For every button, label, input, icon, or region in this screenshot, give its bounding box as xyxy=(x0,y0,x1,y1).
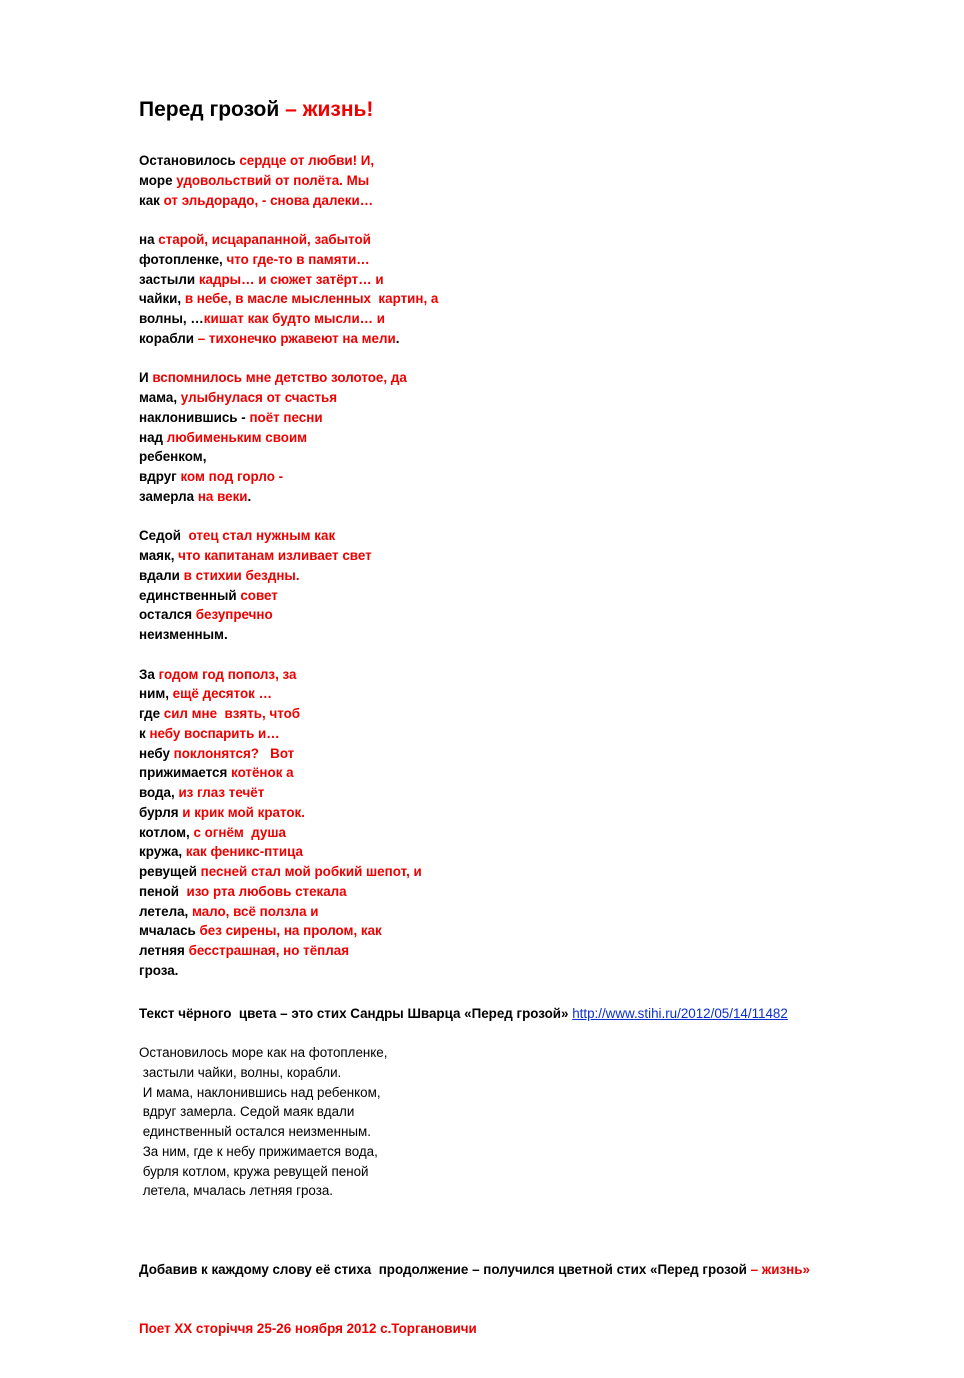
poem-black-text: наклонившись - xyxy=(139,409,250,425)
poem-black-text: волны, … xyxy=(139,311,204,326)
poem-black-text: бурля xyxy=(139,804,183,820)
poem-line xyxy=(139,230,438,250)
title-black: Перед грозой xyxy=(139,98,286,121)
poem-black-text: чайки, xyxy=(139,291,185,307)
poem-black-text: ревущей xyxy=(139,864,201,879)
poem-black-text: на xyxy=(139,232,159,247)
poem-line xyxy=(139,823,438,843)
poem-red-text: старой, исцарапанной, забытой xyxy=(158,232,371,247)
poem-red-text: с огнём душа xyxy=(193,824,286,840)
poem-red-text: в небе, в масле мысленных картин, а xyxy=(184,291,439,307)
original-poem xyxy=(139,1043,387,1201)
poem-line xyxy=(139,428,438,448)
poem-red-text: что где-то в памяти… xyxy=(226,251,370,267)
poem-line xyxy=(139,487,438,507)
poem-black-text: море xyxy=(139,172,177,188)
poem-red-text: безупречно xyxy=(195,607,273,623)
poem-red-text: из глаз течёт xyxy=(178,785,265,800)
poem-black-text: . xyxy=(395,330,400,346)
footer-line xyxy=(139,1260,810,1280)
poem-line xyxy=(139,625,438,645)
poem-red-text: вспомнилось мне детство золотое, да xyxy=(152,370,407,386)
poem-line xyxy=(139,566,438,586)
poem-line xyxy=(139,941,438,961)
poem-line xyxy=(139,744,438,764)
original-poem-line: бурля котлом, кружа ревущей пеной xyxy=(139,1163,369,1179)
source-link[interactable]: http://www.stihi.ru/2012/05/14/11482 xyxy=(572,1006,788,1021)
original-poem-line: вдруг замерла. Седой маяк вдали xyxy=(139,1104,355,1120)
poem-black-text: к xyxy=(139,725,150,741)
poem-line xyxy=(139,724,438,744)
poem-red-text: – тихонечко ржавеют на мели xyxy=(197,330,396,346)
poem-line xyxy=(139,368,438,388)
poem-black-text: гроза. xyxy=(139,962,179,978)
poem-line xyxy=(139,289,438,309)
poem-red-text: в стихии бездны. xyxy=(183,567,300,583)
poem-red-text: на веки xyxy=(197,488,248,504)
poem-line xyxy=(139,586,438,606)
poem-red-text: песней стал мой робкий шепот, и xyxy=(200,864,422,879)
poem-black-text: застыли xyxy=(139,271,199,287)
poem-black-text: кружа, xyxy=(139,844,186,860)
poem-black-text: Седой xyxy=(139,528,189,544)
poem-line xyxy=(139,921,438,941)
poem-line xyxy=(139,902,438,922)
poem-black-text: небу xyxy=(139,745,174,761)
poem-stanza-gap xyxy=(139,507,438,527)
poem-stanza-gap xyxy=(139,645,438,665)
poem-black-text: маяк, xyxy=(139,548,179,563)
colored-poem xyxy=(139,151,438,981)
poem-red-text: что капитанам изливает свет xyxy=(178,548,372,563)
poem-black-text: летела, xyxy=(139,903,192,919)
poem-black-text: И xyxy=(139,370,153,386)
poem-line xyxy=(139,467,438,487)
poem-red-text: мало, всё ползла и xyxy=(192,903,319,919)
poem-line xyxy=(139,704,438,724)
poem-black-text: котлом, xyxy=(139,824,194,840)
poem-black-text: как xyxy=(139,192,164,208)
poem-red-text: и крик мой краток. xyxy=(182,804,305,820)
poem-line xyxy=(139,546,438,566)
poem-line xyxy=(139,684,438,704)
original-poem-line: И мама, наклонившись над ребенком, xyxy=(139,1084,381,1100)
poem-black-text: мама, xyxy=(139,390,181,405)
poem-black-text: вода, xyxy=(139,785,179,800)
poem-black-text: над xyxy=(139,429,167,445)
poem-line xyxy=(139,961,438,981)
poem-black-text: мчалась xyxy=(139,923,200,939)
poem-red-text: небу воспарить и… xyxy=(149,725,280,741)
poem-line xyxy=(139,151,438,171)
poem-line xyxy=(139,783,438,803)
poem-red-text: удовольствий от полёта. Мы xyxy=(176,172,370,188)
poem-black-text: вдали xyxy=(139,567,184,583)
poem-line xyxy=(139,882,438,902)
poem-red-text: без сирены, на пролом, как xyxy=(199,923,382,939)
poem-line xyxy=(139,309,438,329)
poem-red-text: сердце от любви! И, xyxy=(239,153,375,168)
poem-black-text: где xyxy=(139,706,164,721)
poem-line xyxy=(139,447,438,467)
poem-red-text: кадры… и сюжет затёрт… и xyxy=(198,271,384,287)
poem-line xyxy=(139,191,438,211)
poem-black-text: прижимается xyxy=(139,765,232,781)
poem-line xyxy=(139,803,438,823)
title-red: – жизнь! xyxy=(285,98,374,121)
poem-line xyxy=(139,526,438,546)
poem-red-text: поёт песни xyxy=(249,409,323,425)
poem-red-text: сил мне взять, чтоб xyxy=(163,706,301,721)
poem-red-text: кишат как будто мысли… и xyxy=(203,311,386,326)
poem-line xyxy=(139,763,438,783)
poem-red-text: совет xyxy=(240,587,278,603)
poem-black-text: пеной xyxy=(139,883,187,899)
original-poem-line: летела, мчалась летняя гроза. xyxy=(139,1183,334,1199)
original-poem-line: единственный остался неизменным. xyxy=(139,1124,371,1139)
poem-red-text: годом год пополз, за xyxy=(158,666,297,682)
poem-black-text: . xyxy=(247,488,252,504)
poem-line xyxy=(139,605,438,625)
poem-black-text: замерла xyxy=(139,488,198,504)
poem-red-text: бесстрашная, но тёплая xyxy=(188,943,350,958)
poem-black-text: вдруг xyxy=(139,469,181,484)
poem-line xyxy=(139,665,438,685)
poem-red-text: как феникс-птица xyxy=(185,844,303,860)
poem-line xyxy=(139,388,438,408)
poem-line xyxy=(139,250,438,270)
original-poem-line: застыли чайки, волны, корабли. xyxy=(139,1064,342,1080)
poem-red-text: от эльдорадо, - снова далеки… xyxy=(163,192,374,208)
poem-line xyxy=(139,862,438,882)
signature: Поет ХХ сторіччя 25-26 ноября 2012 с.Торгановичи xyxy=(139,1320,477,1336)
poem-red-text: изо рта любовь стекала xyxy=(186,883,347,899)
poem-black-text: остался xyxy=(139,607,196,623)
poem-black-text: неизменным. xyxy=(139,627,228,642)
footer xyxy=(139,1220,810,1378)
page-title xyxy=(139,96,373,124)
poem-black-text: За xyxy=(139,666,159,682)
poem-line xyxy=(139,171,438,191)
original-poem-line: За ним, где к небу прижимается вода, xyxy=(139,1143,378,1159)
poem-line xyxy=(139,329,438,349)
source-note xyxy=(139,1004,788,1024)
poem-black-text: Остановилось xyxy=(139,153,240,168)
poem-red-text: ещё десяток … xyxy=(172,686,272,702)
poem-black-text: единственный xyxy=(139,587,241,603)
poem-line xyxy=(139,270,438,290)
original-poem-line: Остановилось море как на фотопленке, xyxy=(139,1045,388,1060)
source-note-line xyxy=(139,1004,788,1024)
poem-red-text: улыбнулася от счастья xyxy=(180,390,338,405)
poem-red-text: поклонятся? Вот xyxy=(173,745,295,761)
poem-black-text: летняя xyxy=(139,943,189,958)
poem-black-text: ним, xyxy=(139,686,173,702)
poem-black-text: ребенком, xyxy=(139,449,207,465)
poem-red-text: любименьким своим xyxy=(166,429,308,445)
poem-line xyxy=(139,842,438,862)
source-note-text: Текст чёрного цвета – это стих Сандры Шварца «Перед грозой» xyxy=(139,1006,573,1021)
poem-red-text: ком под горло - xyxy=(180,469,284,484)
poem-red-text: котёнок а xyxy=(231,765,294,781)
footer-text: Добавив к каждому слову её стиха продолжение – получился цветной стих «Перед грозой xyxy=(139,1261,751,1277)
poem-stanza-gap xyxy=(139,349,438,369)
poem-line xyxy=(139,408,438,428)
footer-red: – жизнь» xyxy=(750,1261,810,1277)
poem-stanza-gap xyxy=(139,210,438,230)
poem-red-text: отец стал нужным как xyxy=(188,528,336,544)
poem-black-text: фотопленке, xyxy=(139,251,227,267)
poem-black-text: корабли xyxy=(139,330,198,346)
